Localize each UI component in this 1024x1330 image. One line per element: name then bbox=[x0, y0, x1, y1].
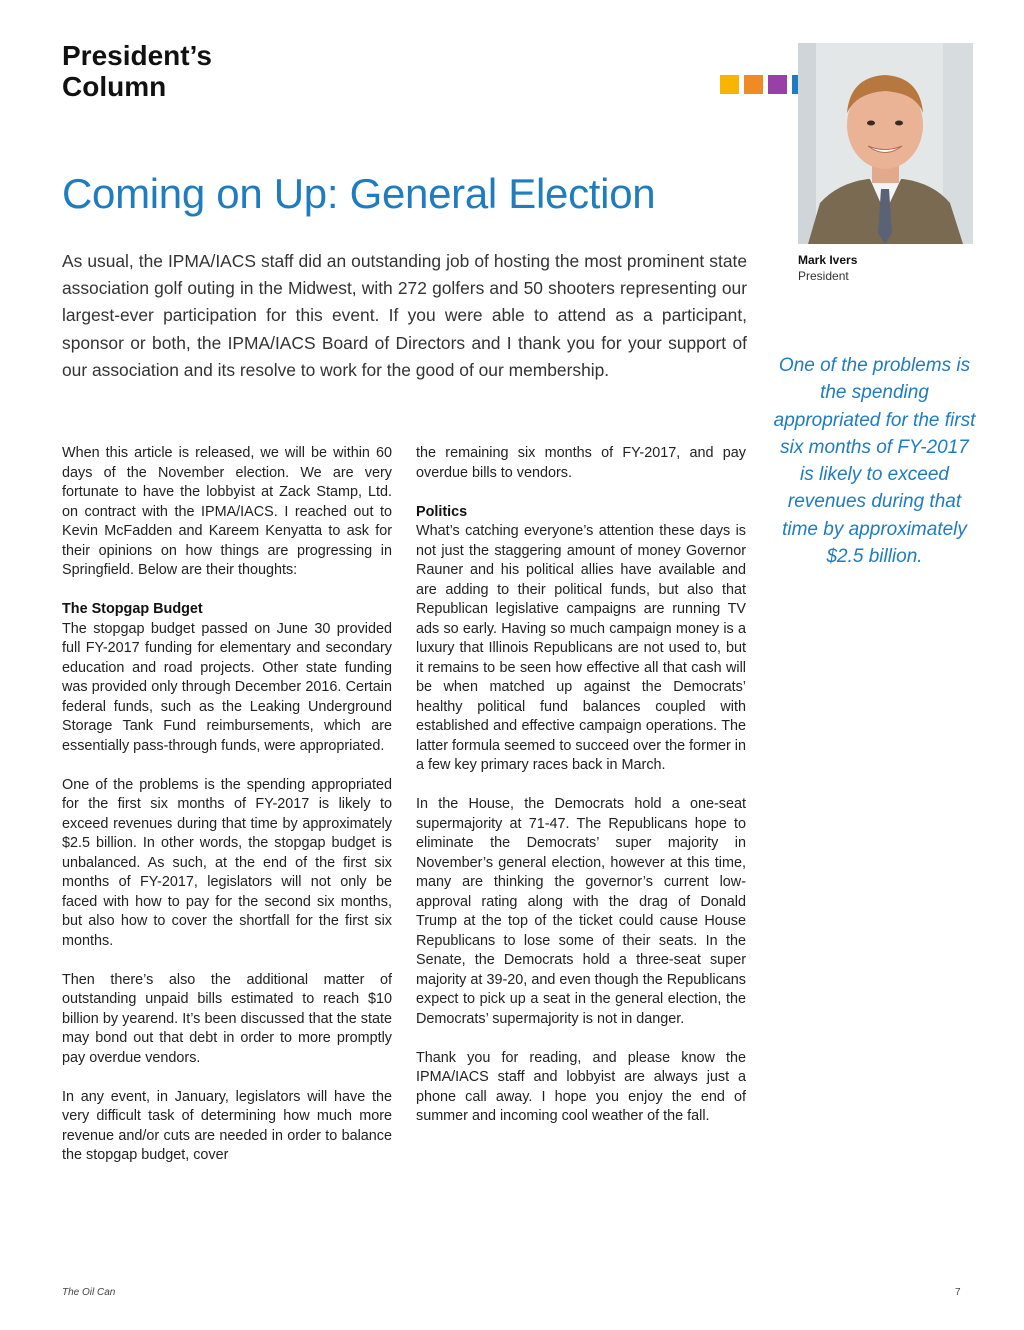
accent-square-purple bbox=[768, 75, 787, 94]
article-intro: As usual, the IPMA/IACS staff did an outstanding job of hosting the most prominent state association golf outing in the Midwest, with 272 golfers and 50 shooters representing our largest-ever participation for this event. If you were able to attend as a participant, sponsor or both, the IPMA/IACS Board of Directors and I thank you for your support of our association and its resolve to work for the good of our membership. bbox=[62, 251, 747, 380]
footer-page-number: 7 bbox=[955, 1287, 961, 1298]
left-paragraph-3: One of the problems is the spending appropriated for the first six months of FY-2017 is likely to exceed revenues during that time by approximately $2.5 billion. In other words, the stopgap budget is unbalanced. As such, at the end of the first six months of FY-2017, legislators will not only be faced with how to pay for the second six months, but also how to cover the shortfall for the first six months. bbox=[62, 776, 392, 949]
pull-quote: One of the problems is the spending appropriated for the first six months of FY-2017 is likely to exceed revenues during that time by approximately $2.5 billion. bbox=[773, 355, 976, 568]
section-title-line1: President’s bbox=[62, 40, 212, 71]
left-paragraph-2: The stopgap budget passed on June 30 provided full FY-2017 funding for elementary and secondary education and road projects. Other state funding was provided only through December 2016. Certain federal funds, such as the Leaking Underground Storage Tank Fund reimbursements, which are essentially pass-through funds, were appropriated. bbox=[62, 620, 392, 754]
author-photo bbox=[798, 43, 973, 244]
right-column bbox=[416, 444, 746, 1146]
right-paragraph-2: What’s catching everyone’s attention these days is not just the staggering amount of money Governor Rauner and his political allies have available and are adding to their political funds, but also that Republican legislative campaigns are running TV ads so early. Having so much campaign money is a luxury that Illinois Republicans are not used to, but it remains to be seen how effective all that cash will be when matched up against the Democrats’ healthy political fund balances coupled with established and effective campaign operations. The latter formula seemed to succeed over the former in a few key primary races back in March. bbox=[416, 523, 746, 773]
right-paragraph-1: the remaining six months of FY-2017, and pay overdue bills to vendors. bbox=[416, 445, 746, 481]
left-paragraph-4: Then there’s also the additional matter of outstanding unpaid bills estimated to reach $10 billion by yearend. It’s been discussed that the state may bond out that debt in order to more promptly pay overdue vendors. bbox=[62, 971, 392, 1066]
heading-politics: Politics bbox=[416, 503, 468, 520]
footer-publication: The Oil Can bbox=[62, 1287, 116, 1298]
heading-stopgap-budget: The Stopgap Budget bbox=[62, 601, 203, 617]
section-title bbox=[62, 40, 212, 102]
accent-square-yellow bbox=[720, 75, 739, 94]
author-role: President bbox=[798, 269, 849, 283]
right-paragraph-3: In the House, the Democrats hold a one-seat supermajority at 71-47. The Republicans hope to eliminate the Democrats’ super majority in November’s general election, however at this time, many are thinking the governor’s current low-approval rating along with the drag of Donald Trump at the top of the ticket could cause House Republicans to lose some of their seats. In the Senate, the Democrats hold a three-seat super majority at 39-20, and even though the Republicans expect to pick up a seat in the general election, the Democrats’ supermajority is not in danger. bbox=[416, 796, 746, 1027]
article-headline: Coming on Up: General Election bbox=[62, 170, 656, 217]
section-title-line2: Column bbox=[62, 71, 167, 102]
accent-square-orange bbox=[744, 75, 763, 94]
left-paragraph-5: In any event, in January, legislators will have the very difficult task of determining how much more revenue and/or cuts are needed in order to balance the stopgap budget, cover bbox=[62, 1088, 392, 1163]
right-paragraph-4: Thank you for reading, and please know the IPMA/IACS staff and lobbyist are always just a phone call away. I hope you enjoy the end of summer and incoming cool weather of the fall. bbox=[416, 1049, 746, 1124]
left-column bbox=[62, 444, 392, 1185]
left-paragraph-1: When this article is released, we will be within 60 days of the November election. We are very fortunate to have the lobbyist at Zack Stamp, Ltd. on contract with the IPMA/IACS. I reached out to Kevin McFadden and Kareem Kenyatta to ask for their opinions on how things are progressing in Springfield. Below are their thoughts: bbox=[62, 445, 392, 578]
author-name: Mark Ivers bbox=[798, 253, 858, 267]
